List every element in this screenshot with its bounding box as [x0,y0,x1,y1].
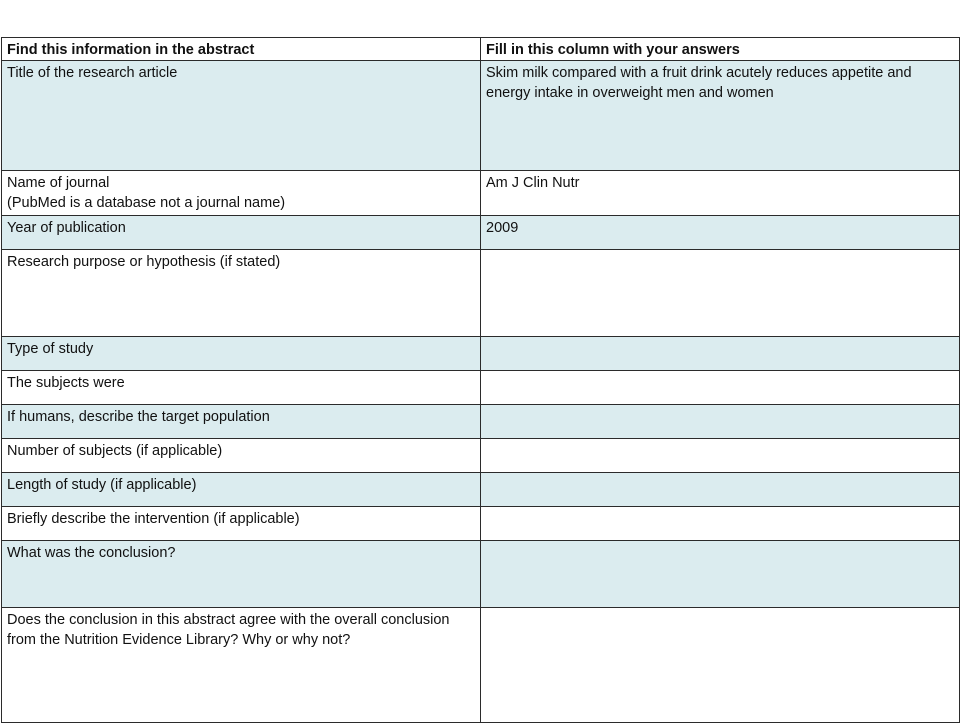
question-text: Type of study [7,341,94,357]
question-text: The subjects were [7,375,125,391]
question-text: Research purpose or hypothesis (if stated) [7,254,281,270]
question-text: If humans, describe the target population [7,409,270,425]
table-row-length-of-study [2,473,960,507]
question-text: Name of journal (PubMed is a database not a journal name) [7,175,286,211]
question-text: Does the conclusion in this abstract agree with the overall conclusion from the Nutrition Evidence Library? Why or why not? [7,612,450,648]
question-cell [2,608,481,723]
table-row-intervention [2,507,960,541]
header-answer-column: Fill in this column with your answers [481,38,960,61]
table-row-conclusion [2,541,960,608]
answer-cell[interactable] [481,608,960,723]
question-cell [2,337,481,371]
answer-text: Am J Clin Nutr [486,175,580,191]
answer-cell[interactable] [481,371,960,405]
header-question-column: Find this information in the abstract [2,38,481,61]
answer-cell[interactable] [481,507,960,541]
question-text: Length of study (if applicable) [7,477,197,493]
question-text: Number of subjects (if applicable) [7,443,223,459]
table-row-number-of-subjects [2,439,960,473]
table-header-row [2,38,960,61]
question-cell [2,250,481,337]
table-row-year [2,216,960,250]
question-cell [2,405,481,439]
question-cell [2,439,481,473]
table-row-subjects [2,371,960,405]
question-cell [2,541,481,608]
abstract-worksheet-table [1,37,960,723]
question-cell [2,371,481,405]
answer-cell[interactable] [481,473,960,507]
answer-cell[interactable] [481,61,960,171]
answer-cell[interactable] [481,337,960,371]
answer-cell[interactable] [481,171,960,216]
question-cell [2,171,481,216]
answer-cell[interactable] [481,541,960,608]
answer-cell[interactable] [481,250,960,337]
question-text: What was the conclusion? [7,545,176,561]
table-row-target-population [2,405,960,439]
question-text: Title of the research article [7,65,178,81]
answer-text: 2009 [486,220,519,236]
answer-cell[interactable] [481,439,960,473]
question-text: Briefly describe the intervention (if applicable) [7,511,300,527]
table-row-title [2,61,960,171]
answer-cell[interactable] [481,405,960,439]
table-row-purpose [2,250,960,337]
table-row-agreement [2,608,960,723]
answer-text: Skim milk compared with a fruit drink acutely reduces appetite and energy intake in overweight men and women [486,65,912,101]
question-cell [2,216,481,250]
question-cell [2,507,481,541]
answer-cell[interactable] [481,216,960,250]
table-row-journal [2,171,960,216]
question-cell [2,61,481,171]
question-cell [2,473,481,507]
table-row-study-type [2,337,960,371]
question-text: Year of publication [7,220,126,236]
